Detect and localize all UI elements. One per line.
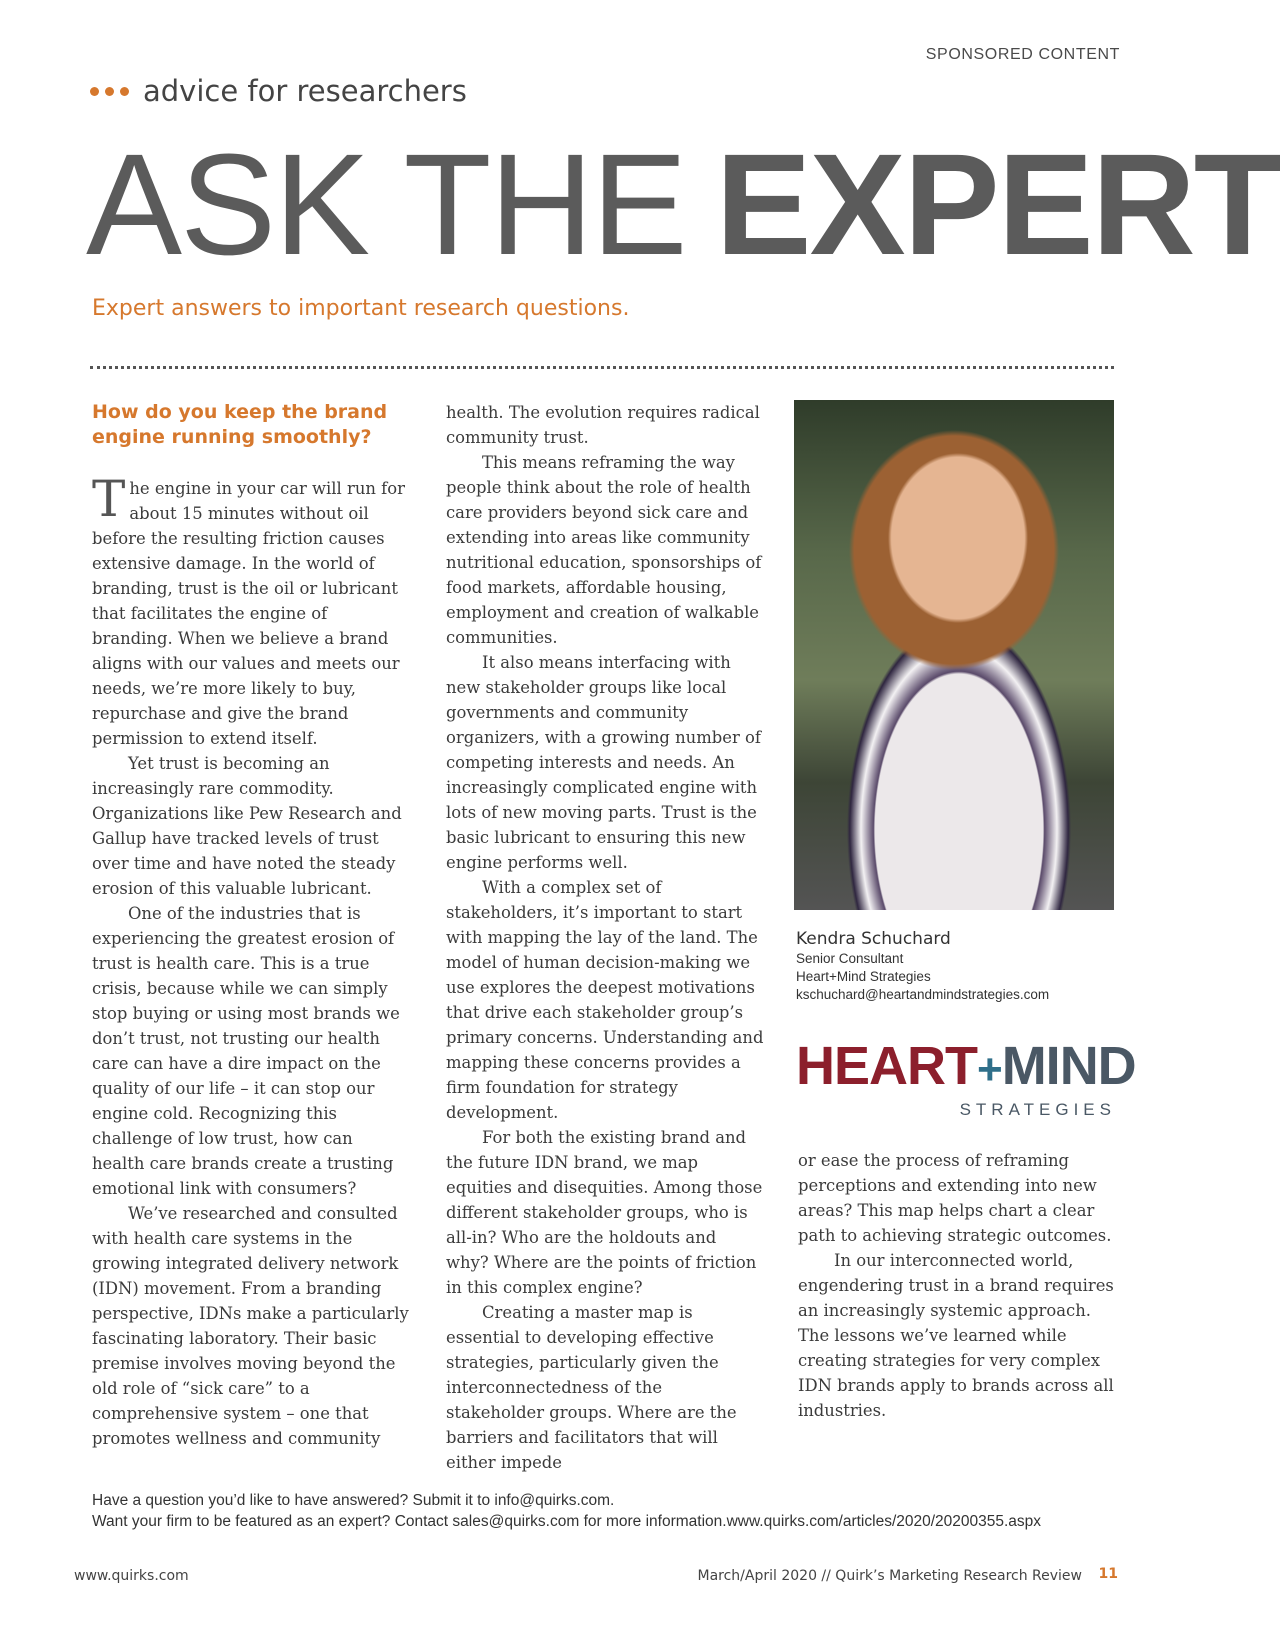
site-url[interactable]: www.quirks.com xyxy=(74,1568,189,1584)
dropcap: T xyxy=(92,470,126,528)
section-label xyxy=(90,74,467,108)
paragraph: We’ve researched and consulted with health care systems in the growing integrated delivery network (IDN) movement. From a branding perspective, IDNs make a particularly fascinating laboratory. Their basic premise involves moving beyond the old role of “sick care” to a comprehensive system – one that promotes wellness and community xyxy=(92,1204,409,1448)
logo-strategies: STRATEGIES xyxy=(959,1100,1116,1119)
paragraph: This means reframing the way people think about the role of health care providers beyond sick care and extending into areas like community nutritional education, sponsorships of food markets, affordable housing, employment and creation of walkable communities. xyxy=(446,453,762,647)
question-line-2: engine running smoothly? xyxy=(92,426,372,448)
sponsored-label: SPONSORED CONTENT xyxy=(925,46,1120,63)
expert-role: Senior Consultant xyxy=(796,951,904,966)
section-title: advice for researchers xyxy=(143,74,467,108)
paragraph: The engine in your car will run for about 15 minutes without oil before the resulting friction causes extensive damage. In the world of branding, trust is the oil or lubricant that facilitates the engine of branding. When we believe a brand aligns with our values and meets our needs, we’re more likely to buy, repurchase and give the brand permission to extend itself. xyxy=(92,470,405,748)
logo-heart: HEART xyxy=(796,1036,977,1096)
logo-mind: MIND xyxy=(1001,1036,1136,1096)
paragraph: or ease the process of reframing perceptions and extending into new areas? This map helps chart a clear path to achieving strategic outcomes. xyxy=(798,1151,1112,1245)
issue-info: March/April 2020 // Quirk’s Marketing Research Review xyxy=(697,1568,1082,1584)
title-light: ASK THE xyxy=(86,124,686,285)
expert-caption xyxy=(796,928,1049,1004)
paragraph: Yet trust is becoming an increasingly rare commodity. Organizations like Pew Research and Gallup have tracked levels of trust over time and have noted the steady erosion of this valuable lubricant. xyxy=(92,754,402,898)
page-title xyxy=(86,124,1280,285)
dots-icon xyxy=(90,87,129,96)
paragraph: It also means interfacing with new stakeholder groups like local governments and community organizers, with a growing number of competing interests and needs. An increasingly complicated engine with lots of new moving parts. Trust is the basic lubricant to ensuring this new engine performs well. xyxy=(446,653,761,872)
expert-photo xyxy=(794,400,1114,910)
article-column-1 xyxy=(92,400,410,1451)
page-number: 11 xyxy=(1098,1566,1118,1582)
expert-company: Heart+Mind Strategies xyxy=(796,969,931,984)
paragraph: One of the industries that is experiencing the greatest erosion of trust is health care. This is a true crisis, because while we can simply stop buying or using most brands we don’t trust, not trusting our health care can have a dire impact on the quality of our life – it can stop our engine cold. Recognizing this challenge of low trust, how can health care brands create a trusting emotional link with consumers? xyxy=(92,904,400,1198)
company-logo xyxy=(796,1036,1136,1120)
footer-note-1: Have a question you’d like to have answered? Submit it to info@quirks.com. xyxy=(92,1492,615,1509)
expert-name: Kendra Schuchard xyxy=(796,929,951,949)
question-line-1: How do you keep the brand xyxy=(92,401,388,423)
article-column-3 xyxy=(798,1148,1116,1423)
dotted-divider xyxy=(90,366,1114,369)
page-subtitle: Expert answers to important research questions. xyxy=(92,296,630,321)
article-question xyxy=(92,400,410,450)
title-bold: EXPERT xyxy=(715,124,1280,285)
paragraph: health. The evolution requires radical community trust. xyxy=(446,403,760,447)
footer-note-2: Want your firm to be featured as an expert? Contact sales@quirks.com for more information.www.quirks.com/articles/2020/20200355.aspx xyxy=(92,1513,1042,1530)
paragraph: For both the existing brand and the future IDN brand, we map equities and disequities. Among those different stakeholder groups, who is all-in? Who are the holdouts and why? Where are the points of friction in this complex engine? xyxy=(446,1128,763,1297)
paragraph: Creating a master map is essential to developing effective strategies, particularly given the interconnectedness of the stakeholder groups. Where are the barriers and facilitators that will either impede xyxy=(446,1303,737,1472)
article-column-2 xyxy=(446,400,764,1475)
footer-note xyxy=(92,1490,1041,1532)
plus-icon: + xyxy=(977,1045,1002,1094)
paragraph: In our interconnected world, engendering trust in a brand requires an increasingly systemic approach. The lessons we’ve learned while creating strategies for very complex IDN brands apply to brands across all industries. xyxy=(798,1251,1114,1420)
paragraph: With a complex set of stakeholders, it’s important to start with mapping the lay of the land. The model of human decision-making we use explores the deepest motivations that drive each stakeholder group’s primary concerns. Understanding and mapping these concerns provides a firm foundation for strategy development. xyxy=(446,878,764,1122)
expert-email[interactable]: kschuchard@heartandmindstrategies.com xyxy=(796,987,1050,1002)
